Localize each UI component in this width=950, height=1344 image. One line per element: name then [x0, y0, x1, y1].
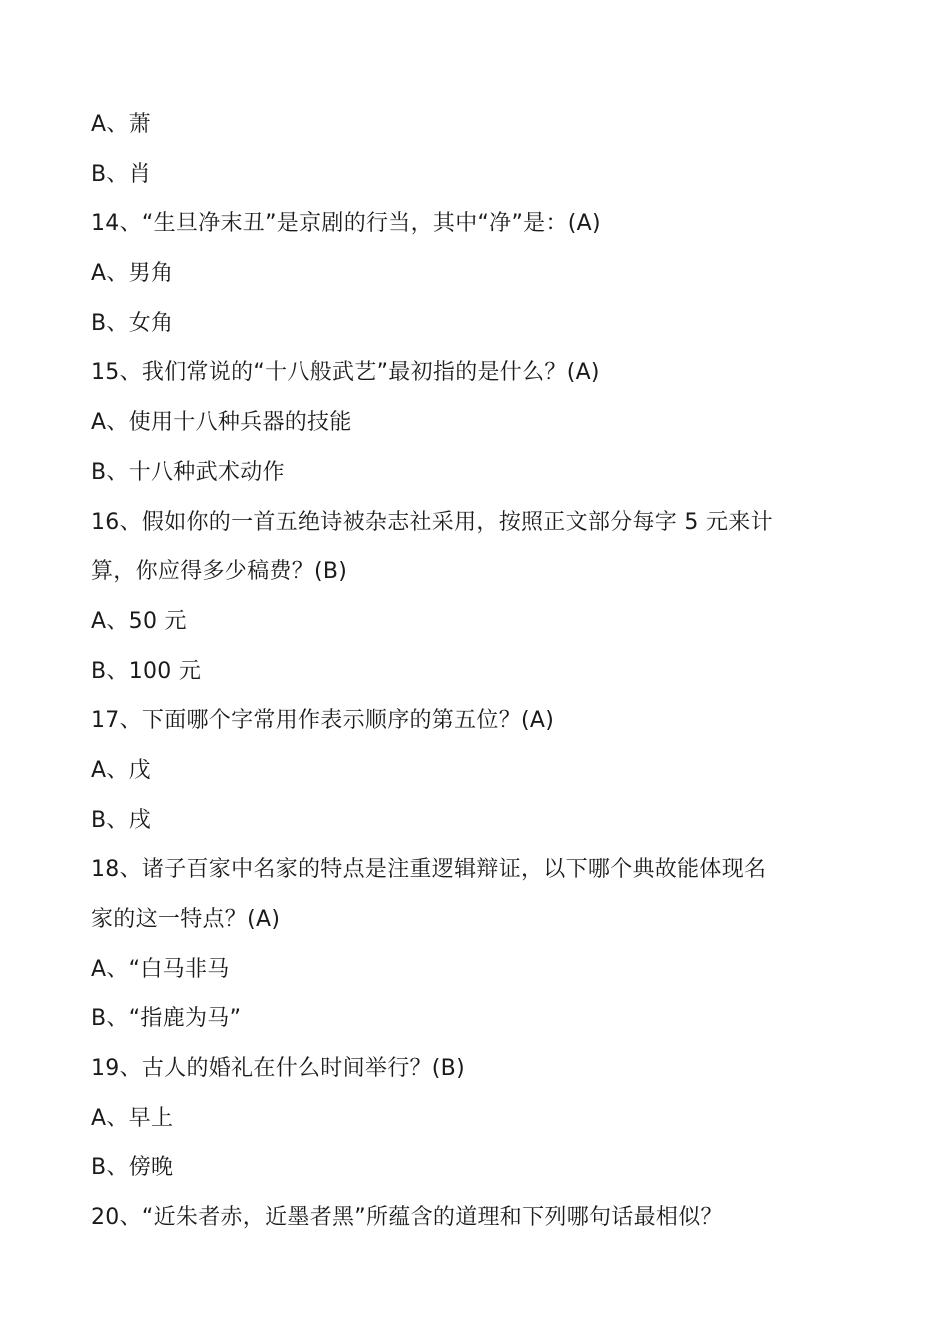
option-line: B、肖: [91, 161, 151, 187]
option-line: A、萧: [91, 112, 151, 137]
question-line: 18、诸子百家中名家的特点是注重逻辑辩证，以下哪个典故能体现名: [91, 857, 767, 883]
option-line: A、男角: [91, 261, 174, 287]
option-line: A、使用十八种兵器的技能: [91, 410, 352, 436]
option-line: B、傍晚: [91, 1155, 174, 1181]
option-line: A、“白马非马: [91, 956, 230, 982]
document-body: [91, 100, 866, 1243]
question-line: 16、假如你的一首五绝诗被杂志社采用，按照正文部分每字 5 元来计: [91, 509, 773, 535]
option-line: A、戊: [91, 757, 151, 783]
option-line: A、早上: [91, 1105, 174, 1131]
question-line: 19、古人的婚礼在什么时间举行？(B): [91, 1056, 465, 1082]
option-line: B、女角: [91, 310, 174, 336]
question-line: 20、“近朱者赤，近墨者黑”所蕴含的道理和下列哪句话最相似？: [91, 1205, 723, 1231]
question-line-continued: 家的这一特点？(A): [91, 907, 281, 932]
question-line: 17、下面哪个字常用作表示顺序的第五位？(A): [91, 708, 555, 734]
option-line: A、50 元: [91, 608, 187, 634]
question-line: 14、“生旦净末丑”是京剧的行当，其中“净”是：(A): [91, 211, 601, 237]
option-line: B、“指鹿为马”: [91, 1006, 242, 1032]
option-line: B、十八种武术动作: [91, 459, 285, 485]
question-line: 15、我们常说的“十八般武艺”最初指的是什么？(A): [91, 360, 600, 386]
option-line: B、戌: [91, 807, 151, 833]
option-line: B、100 元: [91, 658, 202, 684]
question-line-continued: 算，你应得多少稿费？(B): [91, 559, 348, 585]
